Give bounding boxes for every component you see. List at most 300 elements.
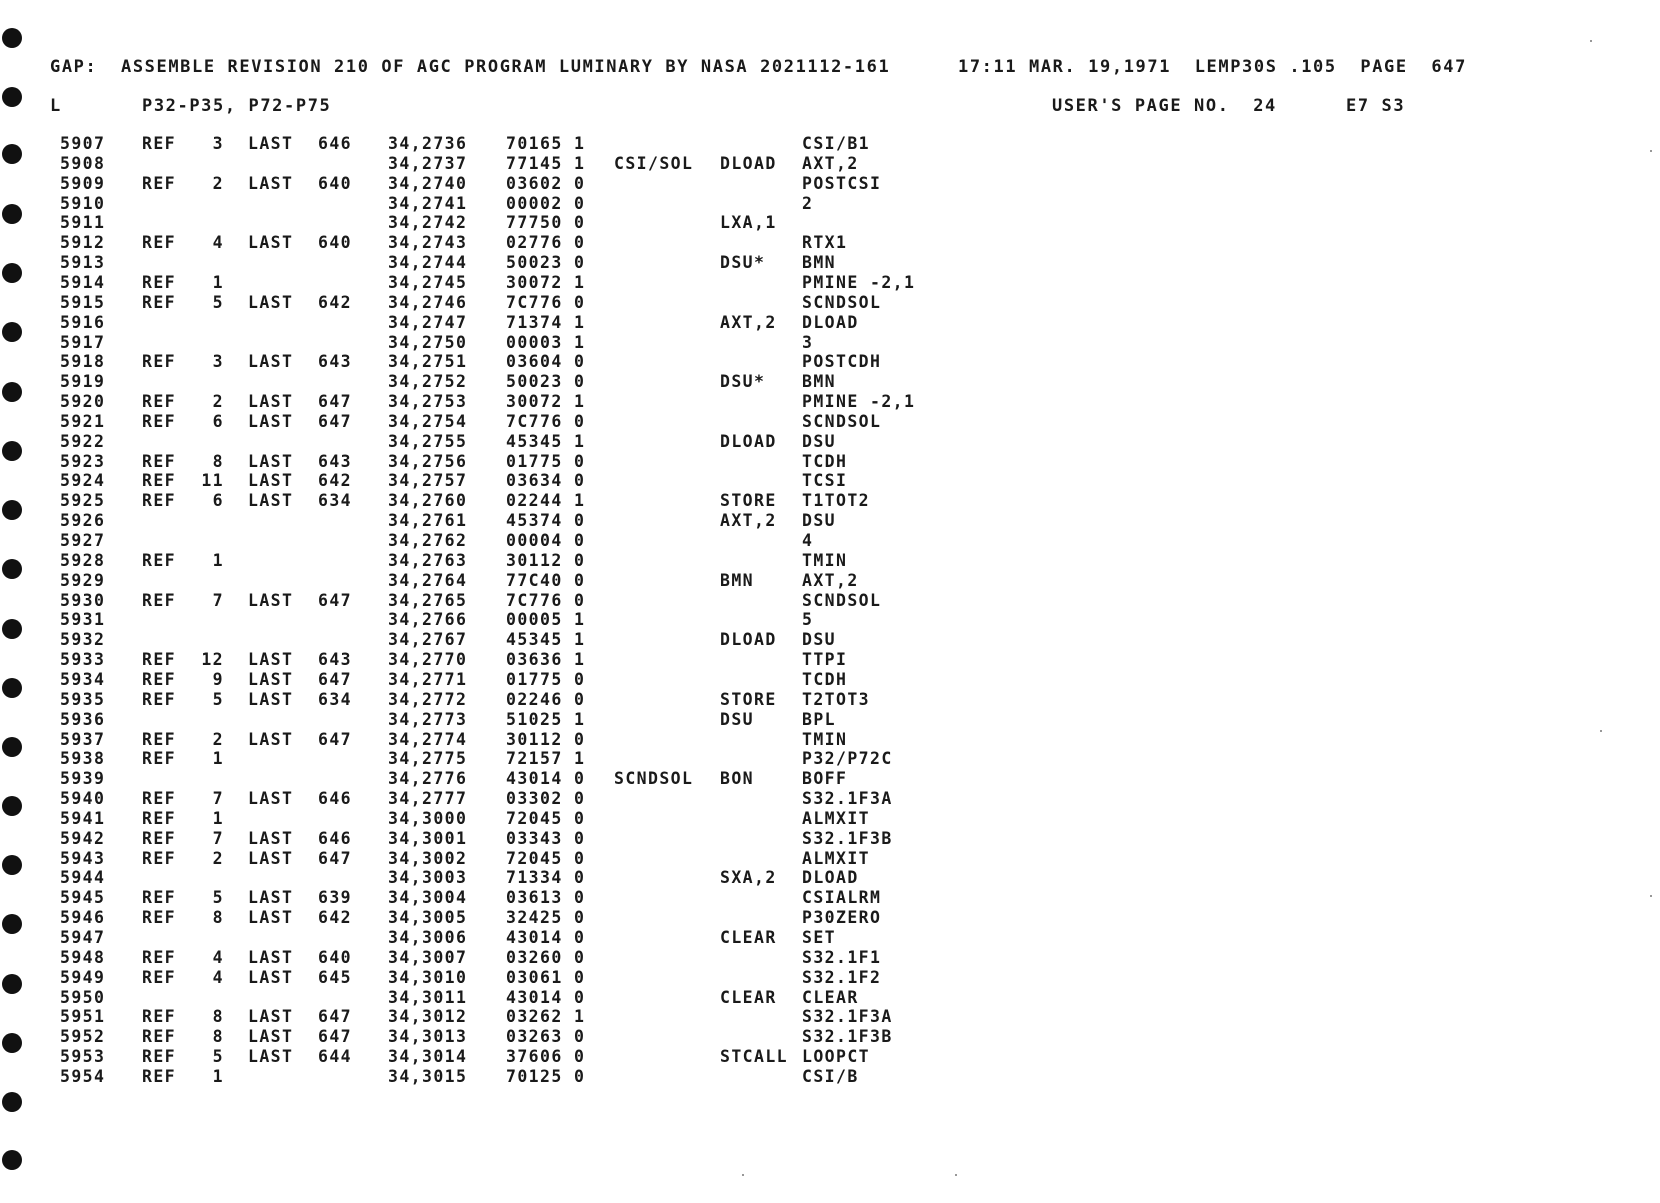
scan-speck bbox=[955, 1174, 957, 1176]
listing-word-cell: 30112 0 bbox=[506, 729, 586, 749]
listing-last-cell: LAST bbox=[248, 1007, 294, 1027]
listing-word-cell: 03260 0 bbox=[506, 947, 586, 967]
listing-word-cell: 03602 0 bbox=[506, 173, 586, 193]
listing-refnum-cell: 7 bbox=[212, 828, 224, 848]
listing-last-cell: LAST bbox=[248, 729, 294, 749]
listing-label-cell: SCNDSOL bbox=[614, 769, 694, 789]
listing-ref-cell: REF bbox=[142, 789, 177, 809]
listing-row bbox=[0, 491, 1660, 511]
listing-word-cell: 03604 0 bbox=[506, 352, 586, 372]
listing-addr-cell: 34,2751 bbox=[388, 352, 468, 372]
listing-last-cell: LAST bbox=[248, 411, 294, 431]
listing-line-cell: 5938 bbox=[60, 749, 106, 769]
listing-operand-cell: TCSI bbox=[802, 471, 848, 491]
listing-ref-cell: REF bbox=[142, 967, 177, 987]
listing-addr-cell: 34,3006 bbox=[388, 928, 468, 947]
listing-addr-cell: 34,3002 bbox=[388, 848, 468, 868]
listing-page-cell: 647 bbox=[318, 392, 353, 412]
listing-operand-cell: DSU bbox=[802, 431, 837, 451]
listing-last-cell: LAST bbox=[248, 233, 294, 253]
listing-line-cell: 5907 bbox=[60, 134, 106, 153]
listing-ref-cell: REF bbox=[142, 134, 177, 153]
listing-addr-cell: 34,3005 bbox=[388, 908, 468, 928]
listing-word-cell: 02244 1 bbox=[506, 491, 586, 511]
listing-operand-cell: DLOAD bbox=[802, 312, 859, 332]
listing-ref-cell: REF bbox=[142, 411, 177, 431]
listing-line-cell: 5936 bbox=[60, 709, 106, 729]
listing-row bbox=[0, 571, 1660, 591]
listing-header-timestamp: 17:11 MAR. 19,1971 LEMP30S .105 PAGE 647 bbox=[958, 57, 1467, 77]
listing-last-cell: LAST bbox=[248, 828, 294, 848]
listing-addr-cell: 34,2760 bbox=[388, 491, 468, 511]
listing-row bbox=[0, 154, 1660, 174]
listing-line-cell: 5914 bbox=[60, 272, 106, 292]
listing-row bbox=[0, 511, 1660, 531]
listing-line-cell: 5930 bbox=[60, 590, 106, 610]
listing-operand-cell: TMIN bbox=[802, 550, 848, 570]
listing-row bbox=[0, 749, 1660, 769]
listing-line-cell: 5927 bbox=[60, 531, 106, 550]
listing-addr-cell: 34,2740 bbox=[388, 173, 468, 193]
listing-page-cell: 647 bbox=[318, 1027, 353, 1047]
listing-word-cell: 45345 1 bbox=[506, 630, 586, 650]
listing-word-cell: 00003 1 bbox=[506, 332, 586, 352]
listing-operand-cell: CSIALRM bbox=[802, 888, 882, 908]
listing-word-cell: 03061 0 bbox=[506, 967, 586, 987]
listing-operand-cell: BOFF bbox=[802, 769, 848, 789]
listing-line-cell: 5921 bbox=[60, 411, 106, 431]
listing-refnum-cell: 2 bbox=[212, 729, 224, 749]
listing-addr-cell: 34,2752 bbox=[388, 372, 468, 392]
listing-ref-cell: REF bbox=[142, 233, 177, 253]
listing-op-cell: DSU* bbox=[720, 253, 766, 273]
listing-line-cell: 5917 bbox=[60, 332, 106, 352]
listing-page-cell: 634 bbox=[318, 491, 353, 511]
listing-refnum-cell: 7 bbox=[212, 789, 224, 809]
listing-op-cell: STORE bbox=[720, 491, 777, 511]
listing-addr-cell: 34,2771 bbox=[388, 669, 468, 689]
listing-refnum-cell: 5 bbox=[212, 292, 224, 312]
listing-addr-cell: 34,2770 bbox=[388, 650, 468, 670]
listing-page-cell: 634 bbox=[318, 689, 353, 709]
listing-refnum-cell: 1 bbox=[212, 749, 224, 769]
listing-row bbox=[0, 888, 1660, 908]
listing-header-type: L bbox=[50, 96, 62, 116]
listing-row bbox=[0, 948, 1660, 968]
punch-hole bbox=[2, 87, 22, 107]
punch-hole bbox=[2, 1150, 22, 1170]
listing-ref-cell: REF bbox=[142, 888, 177, 908]
listing-word-cell: 72157 1 bbox=[506, 749, 586, 769]
listing-page-cell: 639 bbox=[318, 888, 353, 908]
listing-row bbox=[0, 1067, 1660, 1087]
listing-last-cell: LAST bbox=[248, 590, 294, 610]
listing-row bbox=[0, 1027, 1660, 1047]
listing-word-cell: 03613 0 bbox=[506, 888, 586, 908]
listing-ref-cell: REF bbox=[142, 550, 177, 570]
listing-refnum-cell: 12 bbox=[201, 650, 224, 670]
listing-operand-cell: LOOPCT bbox=[802, 1047, 871, 1067]
listing-page-cell: 647 bbox=[318, 411, 353, 431]
listing-row bbox=[0, 531, 1660, 551]
listing-operand-cell: S32.1F2 bbox=[802, 967, 882, 987]
listing-operand-cell: TCDH bbox=[802, 451, 848, 471]
listing-page-cell: 647 bbox=[318, 1007, 353, 1027]
listing-addr-cell: 34,3004 bbox=[388, 888, 468, 908]
listing-refnum-cell: 9 bbox=[212, 669, 224, 689]
listing-operand-cell: POSTCSI bbox=[802, 173, 882, 193]
listing-word-cell: 03343 0 bbox=[506, 828, 586, 848]
listing-word-cell: 03262 1 bbox=[506, 1007, 586, 1027]
listing-addr-cell: 34,2764 bbox=[388, 570, 468, 590]
listing-last-cell: LAST bbox=[248, 848, 294, 868]
listing-ref-cell: REF bbox=[142, 689, 177, 709]
listing-refnum-cell: 8 bbox=[212, 1027, 224, 1047]
listing-operand-cell: AXT,2 bbox=[802, 570, 859, 590]
listing-refnum-cell: 2 bbox=[212, 392, 224, 412]
listing-row bbox=[0, 471, 1660, 491]
listing-row bbox=[0, 293, 1660, 313]
listing-operand-cell: ALMXIT bbox=[802, 808, 871, 828]
listing-last-cell: LAST bbox=[248, 173, 294, 193]
listing-row bbox=[0, 134, 1660, 154]
listing-row bbox=[0, 1047, 1660, 1067]
listing-word-cell: 45345 1 bbox=[506, 431, 586, 451]
listing-line-cell: 5931 bbox=[60, 610, 106, 630]
listing-row bbox=[0, 352, 1660, 372]
listing-addr-cell: 34,2750 bbox=[388, 332, 468, 352]
listing-addr-cell: 34,2756 bbox=[388, 451, 468, 471]
listing-refnum-cell: 1 bbox=[212, 550, 224, 570]
listing-line-cell: 5932 bbox=[60, 630, 106, 650]
listing-operand-cell: PMINE -2,1 bbox=[802, 272, 916, 292]
listing-last-cell: LAST bbox=[248, 967, 294, 987]
listing-last-cell: LAST bbox=[248, 292, 294, 312]
listing-refnum-cell: 2 bbox=[212, 848, 224, 868]
punch-hole bbox=[2, 28, 22, 48]
listing-addr-cell: 34,2737 bbox=[388, 153, 468, 173]
listing-row bbox=[0, 650, 1660, 670]
listing-page-cell: 647 bbox=[318, 729, 353, 749]
listing-ref-cell: REF bbox=[142, 292, 177, 312]
listing-word-cell: 30072 1 bbox=[506, 272, 586, 292]
listing-word-cell: 03636 1 bbox=[506, 650, 586, 670]
listing-addr-cell: 34,2745 bbox=[388, 272, 468, 292]
listing-ref-cell: REF bbox=[142, 749, 177, 769]
listing-row bbox=[0, 988, 1660, 1008]
listing-page-cell: 640 bbox=[318, 947, 353, 967]
listing-addr-cell: 34,3014 bbox=[388, 1047, 468, 1067]
listing-op-cell: BON bbox=[720, 769, 755, 789]
listing-line-cell: 5925 bbox=[60, 491, 106, 511]
listing-word-cell: 77750 0 bbox=[506, 213, 586, 233]
listing-header-code: E7 S3 bbox=[1346, 96, 1406, 116]
listing-page-cell: 645 bbox=[318, 967, 353, 987]
listing-refnum-cell: 4 bbox=[212, 947, 224, 967]
listing-op-cell: DLOAD bbox=[720, 153, 777, 173]
listing-row bbox=[0, 372, 1660, 392]
listing-row bbox=[0, 868, 1660, 888]
listing-ref-cell: REF bbox=[142, 1007, 177, 1027]
listing-page-cell: 642 bbox=[318, 292, 353, 312]
listing-line-cell: 5949 bbox=[60, 967, 106, 987]
listing-word-cell: 43014 0 bbox=[506, 769, 586, 789]
listing-operand-cell: RTX1 bbox=[802, 233, 848, 253]
listing-line-cell: 5928 bbox=[60, 550, 106, 570]
listing-refnum-cell: 1 bbox=[212, 1066, 224, 1086]
listing-line-cell: 5946 bbox=[60, 908, 106, 928]
listing-word-cell: 7C776 0 bbox=[506, 292, 586, 312]
listing-ref-cell: REF bbox=[142, 1047, 177, 1067]
listing-op-cell: STCALL bbox=[720, 1047, 789, 1067]
listing-row bbox=[0, 333, 1660, 353]
listing-header-title: GAP: ASSEMBLE REVISION 210 OF AGC PROGRAM LUMINARY BY NASA 2021112-161 bbox=[50, 57, 891, 77]
listing-last-cell: LAST bbox=[248, 689, 294, 709]
listing-line-cell: 5943 bbox=[60, 848, 106, 868]
listing-row bbox=[0, 213, 1660, 233]
listing-addr-cell: 34,2744 bbox=[388, 253, 468, 273]
listing-line-cell: 5935 bbox=[60, 689, 106, 709]
listing-operand-cell: S32.1F3B bbox=[802, 1027, 893, 1047]
listing-line-cell: 5909 bbox=[60, 173, 106, 193]
listing-ref-cell: REF bbox=[142, 392, 177, 412]
listing-addr-cell: 34,2775 bbox=[388, 749, 468, 769]
listing-row bbox=[0, 829, 1660, 849]
listing-addr-cell: 34,2757 bbox=[388, 471, 468, 491]
listing-row bbox=[0, 313, 1660, 333]
listing-addr-cell: 34,3007 bbox=[388, 947, 468, 967]
listing-line-cell: 5945 bbox=[60, 888, 106, 908]
listing-operand-cell: S32.1F3B bbox=[802, 828, 893, 848]
listing-line-cell: 5937 bbox=[60, 729, 106, 749]
listing-page-cell: 643 bbox=[318, 650, 353, 670]
listing-row bbox=[0, 908, 1660, 928]
listing-addr-cell: 34,2777 bbox=[388, 789, 468, 809]
listing-refnum-cell: 6 bbox=[212, 491, 224, 511]
listing-page-cell: 647 bbox=[318, 669, 353, 689]
listing-line-cell: 5953 bbox=[60, 1047, 106, 1067]
listing-addr-cell: 34,3011 bbox=[388, 987, 468, 1007]
listing-row bbox=[0, 253, 1660, 273]
listing-word-cell: 30112 0 bbox=[506, 550, 586, 570]
listing-addr-cell: 34,2736 bbox=[388, 134, 468, 153]
listing-operand-cell: 2 bbox=[802, 193, 814, 213]
listing-refnum-cell: 5 bbox=[212, 689, 224, 709]
listing-row bbox=[0, 610, 1660, 630]
listing-refnum-cell: 7 bbox=[212, 590, 224, 610]
listing-operand-cell: POSTCDH bbox=[802, 352, 882, 372]
listing-ref-cell: REF bbox=[142, 729, 177, 749]
listing-operand-cell: DSU bbox=[802, 630, 837, 650]
listing-row bbox=[0, 392, 1660, 412]
listing-line-cell: 5952 bbox=[60, 1027, 106, 1047]
listing-refnum-cell: 1 bbox=[212, 272, 224, 292]
listing-word-cell: 70125 0 bbox=[506, 1066, 586, 1086]
listing-last-cell: LAST bbox=[248, 947, 294, 967]
listing-row bbox=[0, 551, 1660, 571]
listing-row bbox=[0, 1007, 1660, 1027]
listing-ref-cell: REF bbox=[142, 173, 177, 193]
listing-word-cell: 72045 0 bbox=[506, 808, 586, 828]
listing-operand-cell: P30ZERO bbox=[802, 908, 882, 928]
listing-row bbox=[0, 432, 1660, 452]
listing-operand-cell: SET bbox=[802, 928, 837, 947]
listing-line-cell: 5947 bbox=[60, 928, 106, 947]
listing-word-cell: 01775 0 bbox=[506, 451, 586, 471]
listing-operand-cell: S32.1F3A bbox=[802, 789, 893, 809]
listing-op-cell: LXA,1 bbox=[720, 213, 777, 233]
listing-last-cell: LAST bbox=[248, 392, 294, 412]
listing-label-cell: CSI/SOL bbox=[614, 153, 694, 173]
listing-last-cell: LAST bbox=[248, 134, 294, 153]
listing-operand-cell: CSI/B bbox=[802, 1066, 859, 1086]
listing-line-cell: 5916 bbox=[60, 312, 106, 332]
listing-line-cell: 5939 bbox=[60, 769, 106, 789]
scan-speck bbox=[1590, 40, 1592, 42]
listing-last-cell: LAST bbox=[248, 888, 294, 908]
listing-last-cell: LAST bbox=[248, 1047, 294, 1067]
listing-row bbox=[0, 769, 1660, 789]
listing-op-cell: DLOAD bbox=[720, 630, 777, 650]
listing-addr-cell: 34,2776 bbox=[388, 769, 468, 789]
listing-word-cell: 51025 1 bbox=[506, 709, 586, 729]
listing-operand-cell: 5 bbox=[802, 610, 814, 630]
listing-operand-cell: BMN bbox=[802, 253, 837, 273]
listing-operand-cell: 4 bbox=[802, 531, 814, 550]
listing-word-cell: 43014 0 bbox=[506, 928, 586, 947]
listing-operand-cell: PMINE -2,1 bbox=[802, 392, 916, 412]
listing-header-section: P32-P35, P72-P75 bbox=[142, 96, 332, 116]
listing-ref-cell: REF bbox=[142, 1027, 177, 1047]
listing-operand-cell: T1TOT2 bbox=[802, 491, 871, 511]
listing-refnum-cell: 3 bbox=[212, 352, 224, 372]
listing-ref-cell: REF bbox=[142, 272, 177, 292]
listing-line-cell: 5911 bbox=[60, 213, 106, 233]
listing-word-cell: 00005 1 bbox=[506, 610, 586, 630]
listing-row bbox=[0, 710, 1660, 730]
listing-refnum-cell: 8 bbox=[212, 908, 224, 928]
listing-word-cell: 37606 0 bbox=[506, 1047, 586, 1067]
listing-addr-cell: 34,2742 bbox=[388, 213, 468, 233]
listing-operand-cell: CSI/B1 bbox=[802, 134, 871, 153]
listing-operand-cell: T2TOT3 bbox=[802, 689, 871, 709]
listing-page-cell: 640 bbox=[318, 173, 353, 193]
listing-addr-cell: 34,2766 bbox=[388, 610, 468, 630]
listing-op-cell: AXT,2 bbox=[720, 312, 777, 332]
listing-ref-cell: REF bbox=[142, 669, 177, 689]
listing-word-cell: 71374 1 bbox=[506, 312, 586, 332]
listing-refnum-cell: 2 bbox=[212, 173, 224, 193]
listing-addr-cell: 34,2761 bbox=[388, 511, 468, 531]
listing-row bbox=[0, 928, 1660, 948]
listing-page-cell: 642 bbox=[318, 908, 353, 928]
listing-operand-cell: 3 bbox=[802, 332, 814, 352]
listing-page-cell: 640 bbox=[318, 233, 353, 253]
listing-page-cell: 643 bbox=[318, 352, 353, 372]
listing-op-cell: SXA,2 bbox=[720, 868, 777, 888]
listing-page-cell: 642 bbox=[318, 471, 353, 491]
listing-refnum-cell: 5 bbox=[212, 1047, 224, 1067]
listing-addr-cell: 34,3003 bbox=[388, 868, 468, 888]
listing-word-cell: 77145 1 bbox=[506, 153, 586, 173]
listing-page-cell: 647 bbox=[318, 590, 353, 610]
listing-line-cell: 5950 bbox=[60, 987, 106, 1007]
listing-row bbox=[0, 809, 1660, 829]
listing-operand-cell: SCNDSOL bbox=[802, 292, 882, 312]
listing-op-cell: DSU* bbox=[720, 372, 766, 392]
listing-operand-cell: TCDH bbox=[802, 669, 848, 689]
listing-refnum-cell: 6 bbox=[212, 411, 224, 431]
listing-word-cell: 02776 0 bbox=[506, 233, 586, 253]
listing-ref-cell: REF bbox=[142, 471, 177, 491]
listing-addr-cell: 34,3015 bbox=[388, 1066, 468, 1086]
listing-line-cell: 5910 bbox=[60, 193, 106, 213]
listing-word-cell: 71334 0 bbox=[506, 868, 586, 888]
listing-last-cell: LAST bbox=[248, 451, 294, 471]
listing-ref-cell: REF bbox=[142, 451, 177, 471]
listing-page-cell: 646 bbox=[318, 134, 353, 153]
listing-line-cell: 5951 bbox=[60, 1007, 106, 1027]
listing-word-cell: 45374 0 bbox=[506, 511, 586, 531]
listing-line-cell: 5933 bbox=[60, 650, 106, 670]
listing-line-cell: 5954 bbox=[60, 1066, 106, 1086]
listing-ref-cell: REF bbox=[142, 590, 177, 610]
listing-page-cell: 646 bbox=[318, 828, 353, 848]
punch-hole bbox=[2, 1092, 22, 1112]
listing-addr-cell: 34,3012 bbox=[388, 1007, 468, 1027]
listing-word-cell: 03634 0 bbox=[506, 471, 586, 491]
listing-operand-cell: ALMXIT bbox=[802, 848, 871, 868]
listing-last-cell: LAST bbox=[248, 789, 294, 809]
listing-operand-cell: CLEAR bbox=[802, 987, 859, 1007]
listing-addr-cell: 34,2773 bbox=[388, 709, 468, 729]
listing-line-cell: 5923 bbox=[60, 451, 106, 471]
listing-word-cell: 77C40 0 bbox=[506, 570, 586, 590]
listing-addr-cell: 34,2743 bbox=[388, 233, 468, 253]
listing-ref-cell: REF bbox=[142, 650, 177, 670]
listing-word-cell: 43014 0 bbox=[506, 987, 586, 1007]
listing-line-cell: 5926 bbox=[60, 511, 106, 531]
listing-operand-cell: S32.1F1 bbox=[802, 947, 882, 967]
listing-last-cell: LAST bbox=[248, 650, 294, 670]
listing-refnum-cell: 8 bbox=[212, 1007, 224, 1027]
listing-word-cell: 30072 1 bbox=[506, 392, 586, 412]
listing-addr-cell: 34,2746 bbox=[388, 292, 468, 312]
listing-ref-cell: REF bbox=[142, 828, 177, 848]
listing-addr-cell: 34,2753 bbox=[388, 392, 468, 412]
listing-line-cell: 5942 bbox=[60, 828, 106, 848]
listing-addr-cell: 34,2754 bbox=[388, 411, 468, 431]
listing-operand-cell: BPL bbox=[802, 709, 837, 729]
listing-row bbox=[0, 849, 1660, 869]
listing-page-cell: 643 bbox=[318, 451, 353, 471]
scan-speck bbox=[742, 1174, 744, 1176]
listing-operand-cell: S32.1F3A bbox=[802, 1007, 893, 1027]
listing-line-cell: 5908 bbox=[60, 153, 106, 173]
listing-ref-cell: REF bbox=[142, 848, 177, 868]
listing-row bbox=[0, 591, 1660, 611]
listing-addr-cell: 34,2741 bbox=[388, 193, 468, 213]
listing-word-cell: 7C776 0 bbox=[506, 411, 586, 431]
listing-page-cell: 647 bbox=[318, 848, 353, 868]
listing-operand-cell: TMIN bbox=[802, 729, 848, 749]
listing-word-cell: 03263 0 bbox=[506, 1027, 586, 1047]
listing-line-cell: 5948 bbox=[60, 947, 106, 967]
listing-ref-cell: REF bbox=[142, 1066, 177, 1086]
listing-op-cell: CLEAR bbox=[720, 928, 777, 947]
listing-row bbox=[0, 412, 1660, 432]
listing-operand-cell: DLOAD bbox=[802, 868, 859, 888]
